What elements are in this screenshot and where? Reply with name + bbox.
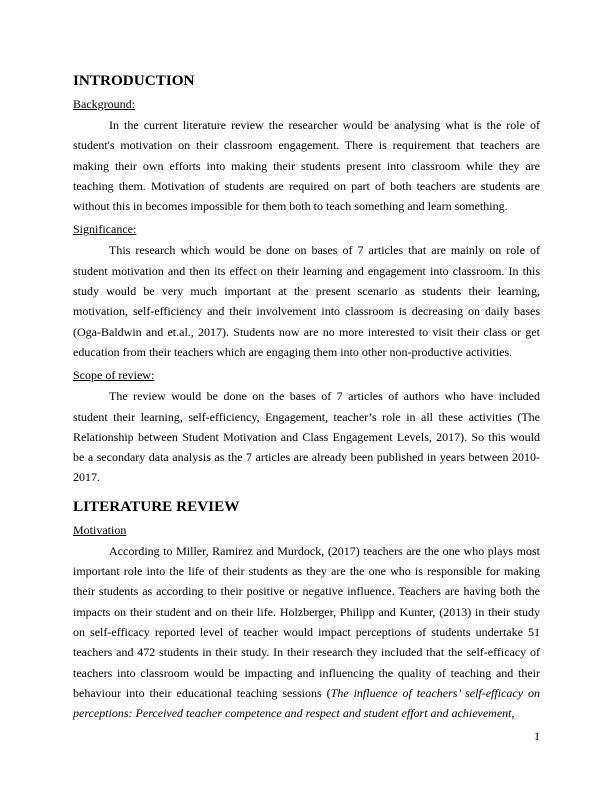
literature-review-heading: LITERATURE REVIEW — [73, 497, 240, 515]
scope-paragraph: The review would be done on the bases of 7 articles of authors who have included student their learning, self-efficiency, Engagement, teacher’s role in all these activities (The Relationship between Student Motivation and Class Engagement Levels, 2017). So this would be a secondary data analysis as the 7 articles are already been published in years between 2010-2017. — [73, 389, 540, 485]
introduction-heading: INTRODUCTION — [73, 72, 195, 89]
motivation-text: According to Miller, Ramirez and Murdock, (2017) teachers are the one who plays most important role into the life of their students as they are the one who is responsible for making their students as according to their positive or negative influence. Teachers are having both the impacts on their student and on their life. Holzberger, Philipp and Kunter, (2013) in their study on self-efficacy reported level of teacher would impact perceptions of students undertake 51 teachers and 472 students in their study. In their research they included that the self-efficacy of teachers into classroom would be impacting and influencing the quality of teaching and their behaviour into their educational teaching sessions ( — [73, 543, 540, 700]
significance-label: Significance: — [73, 222, 137, 237]
significance-paragraph: This research which would be done on bases of 7 articles that are mainly on role of student motivation and then its effect on their learning and engagement into classroom. In this study would be very much important at the present scenario as students their learning, motivation, self-efficiency and their involvement into classroom is decreasing on daily bases (Oga-Baldwin and et.al., 2017). Students now are no more interested to visit their class or get education from their teachers which are engaging them into other non-productive activities. — [73, 243, 540, 359]
document-body — [73, 71, 540, 723]
motivation-text-tail: , — [511, 706, 515, 721]
background-label: Background: — [73, 97, 135, 111]
motivation-label: Motivation — [73, 522, 127, 537]
motivation-paragraph — [73, 541, 540, 724]
scope-label: Scope of review: — [73, 368, 155, 383]
page-number: 1 — [534, 729, 540, 743]
motivation-citation-title: The influence of teachers’ self-efficacy on perceptions: Perceived teacher competence and respect and student effort and achievement — [73, 685, 540, 721]
background-paragraph: In the current literature review the researcher would be analysing what is the role of student's motivation on their classroom engagement. There is requirement that teachers are making their own efforts into making their students present into classroom while they are teaching them. Motivation of students are required on part of both teachers are students are without this in becomes impossible for them both to teach something and learn something. — [73, 118, 540, 214]
